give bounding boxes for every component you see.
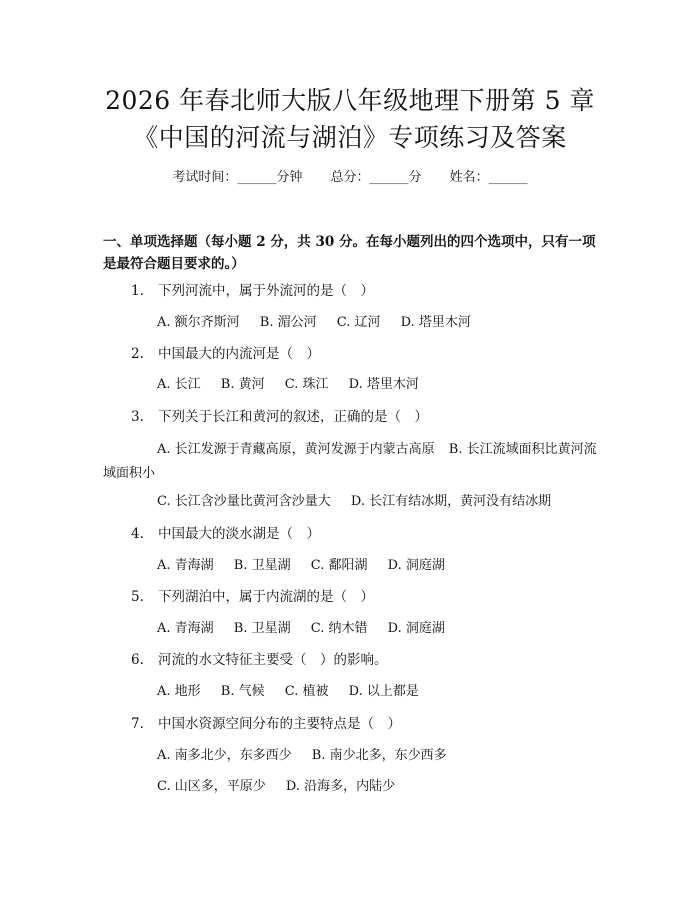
option-b: B. 南少北多，东少西多: [311, 748, 447, 763]
option-a: A. 长江发源于青藏高原，黄河发源于内蒙古高原: [157, 442, 435, 457]
question-stem: 河流的水文特征主要受（ ）的影响。: [158, 652, 388, 668]
question-4-options: [157, 556, 461, 576]
option-c: C. 纳木错: [310, 621, 368, 636]
option-d: D. 洞庭湖: [387, 621, 445, 636]
option-d: D. 沿海多，内陆少: [285, 779, 396, 794]
question-7: [131, 714, 401, 734]
option-d: D. 长江有结冰期，黄河没有结冰期: [350, 494, 552, 509]
section-heading: 一、单项选择题（每小题 2 分，共 30 分。在每小题列出的四个选项中，只有一项是最符合题目要求的。）: [103, 234, 596, 272]
option-a: A. 南多北少，东多西少: [157, 748, 292, 763]
option-d: D. 塔里木河: [400, 315, 471, 330]
question-stem: 下列河流中，属于外流河的是（ ）: [158, 283, 374, 299]
question-7-options-row2: [157, 777, 411, 797]
question-4: [131, 524, 320, 544]
question-stem: 中国最大的内流河是（ ）: [158, 346, 320, 362]
question-number: 4.: [131, 526, 144, 542]
option-c: C. 植被: [284, 684, 329, 699]
question-stem: 中国水资源空间分布的主要特点是（ ）: [158, 716, 401, 732]
exam-info: [0, 168, 700, 188]
option-b: B. 气候: [220, 684, 265, 699]
option-d: D. 洞庭湖: [387, 558, 445, 573]
question-5: [131, 587, 374, 607]
option-a: A. 额尔齐斯河: [157, 315, 240, 330]
name-field: 姓名：______: [449, 170, 528, 185]
question-number: 5.: [131, 589, 144, 605]
question-number: 3.: [131, 409, 144, 425]
question-5-options: [157, 619, 461, 639]
question-3: [131, 407, 428, 427]
question-stem: 中国最大的淡水湖是（ ）: [158, 526, 320, 542]
question-number: 7.: [131, 716, 144, 732]
question-6: [131, 650, 388, 670]
title-line-1: 2026 年春北师大版八年级地理下册第 5 章: [105, 86, 595, 115]
option-b: B. 长江流域面积比黄河流域面积小: [103, 442, 597, 481]
question-3-options-row2: [157, 492, 567, 512]
exam-time-field: 考试时间：______分钟: [172, 170, 303, 185]
option-b: B. 卫星湖: [233, 558, 291, 573]
question-6-options: [157, 682, 435, 702]
option-c: C. 鄱阳湖: [310, 558, 368, 573]
question-1-options: [157, 313, 487, 333]
option-c: C. 长江含沙量比黄河含沙量大: [157, 494, 331, 509]
option-b: B. 卫星湖: [233, 621, 291, 636]
question-2-options: [157, 375, 435, 395]
question-7-options-row1: [157, 746, 463, 766]
question-1: [131, 281, 374, 301]
option-c: C. 珠江: [284, 377, 329, 392]
question-3-options-row1: [103, 438, 603, 486]
question-number: 1.: [131, 283, 144, 299]
title-line-2: 《中国的河流与湖泊》专项练习及答案: [133, 123, 567, 152]
option-c: C. 山区多，平原少: [157, 779, 266, 794]
question-2: [131, 344, 320, 364]
question-number: 2.: [131, 346, 144, 362]
option-a: A. 青海湖: [157, 621, 214, 636]
option-a: A. 长江: [157, 377, 201, 392]
option-a: A. 青海湖: [157, 558, 214, 573]
total-score-field: 总分：______分: [330, 170, 422, 185]
question-number: 6.: [131, 652, 144, 668]
option-b: B. 黄河: [220, 377, 265, 392]
option-c: C. 辽河: [336, 315, 381, 330]
option-d: D. 以上都是: [348, 684, 419, 699]
option-a: A. 地形: [157, 684, 201, 699]
question-stem: 下列关于长江和黄河的叙述，正确的是（ ）: [158, 409, 428, 425]
option-b: B. 湄公河: [259, 315, 317, 330]
question-stem: 下列湖泊中，属于内流湖的是（ ）: [158, 589, 374, 605]
option-d: D. 塔里木河: [348, 377, 419, 392]
